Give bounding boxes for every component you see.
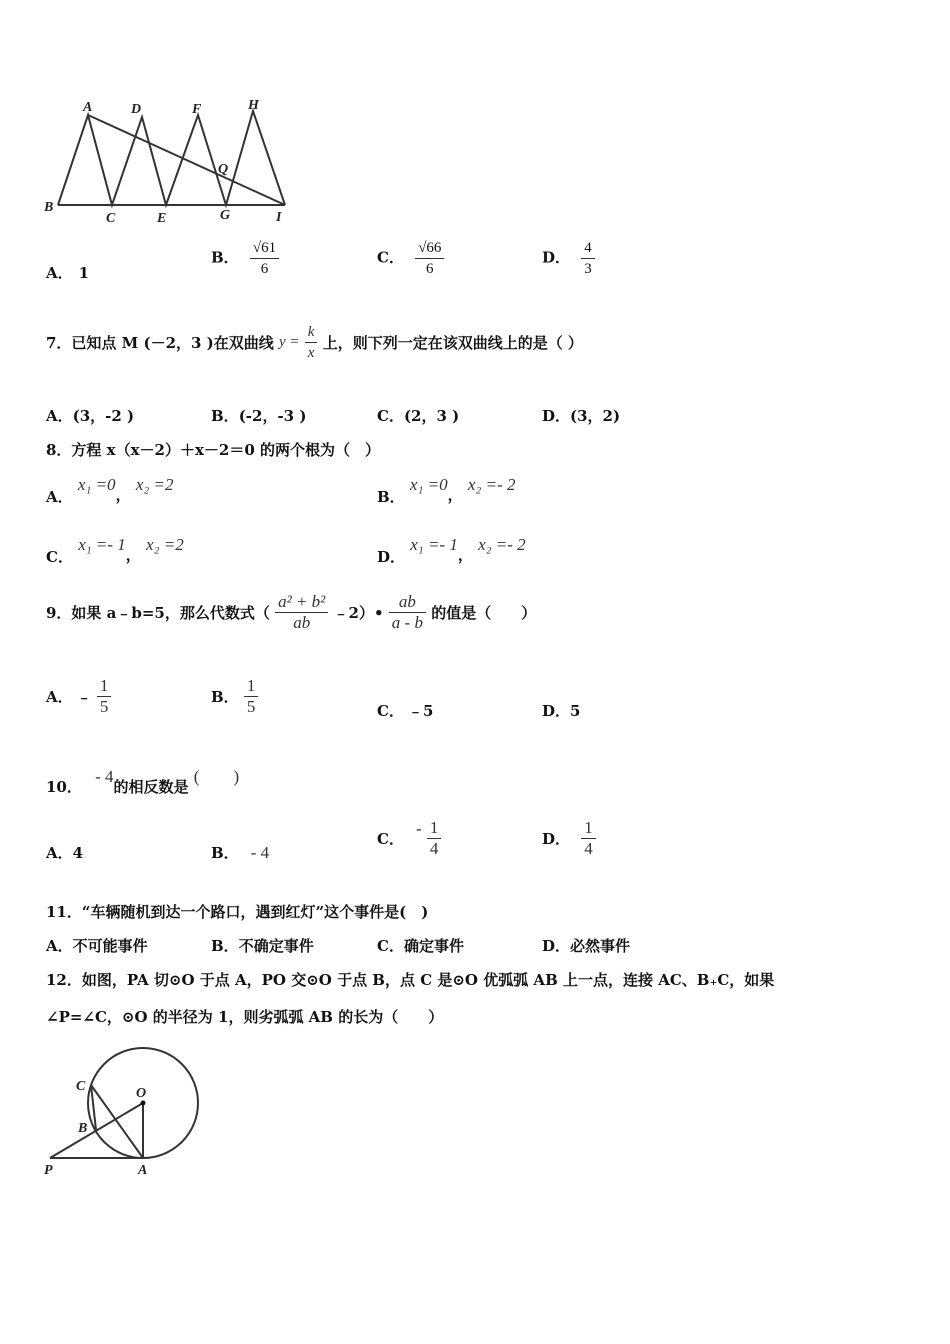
label-F: F <box>192 102 202 117</box>
q7-option-a: A．(3，-2 ) <box>46 407 135 425</box>
q6-option-d: D． $\frac{4}{3}$ <box>542 238 595 279</box>
q11-option-b: B．不确定事件 <box>211 937 314 955</box>
q9-option-d: D．5 <box>542 702 581 720</box>
label-B: B <box>78 1121 88 1136</box>
q8-option-a: A． x₁ =0， x₂ =2 <box>46 475 174 506</box>
q10-option-a: A．4 <box>46 844 84 862</box>
q10-option-d: D． $\frac{1}{4}$ <box>542 818 596 859</box>
q12-line2: ∠P=∠C，⊙O 的半径为 1，则劣弧弧 AB 的长为（ ） <box>46 1008 444 1026</box>
label-B: B <box>44 200 54 215</box>
q12-line1: 12．如图，PA 切⊙O 于点 A，PO 交⊙O 于点 B，点 C 是⊙O 优弧弧 AB 上一点，连接 AC、B₊C，如果 <box>46 971 775 989</box>
q7-option-d: D．(3，2) <box>542 407 621 425</box>
q11-stem: 11．“车辆随机到达一个路口，遇到红灯”这个事件是( ) <box>46 903 429 921</box>
label-C: C <box>76 1079 86 1094</box>
q6-option-b: B． $\frac{√61}{6}$ <box>211 238 279 279</box>
q9-option-b: B． $\frac{1}{5}$ <box>211 676 258 717</box>
figure-triangles <box>40 95 290 225</box>
q11-option-d: D．必然事件 <box>542 937 631 955</box>
q7-stem: 7．已知点 M (－2，3 )在双曲线 y = $\frac{k}{x}$ 上，则下列一定在该双曲线上的是（ ） <box>46 324 583 361</box>
label-H: H <box>248 98 259 113</box>
q9-stem: 9．如果 a﹣b=5，那么代数式（ $\frac{\text{a² + b²}}{ab}$ ﹣2）• $\frac{ab}{a - b}$ 的值是（ ） <box>46 592 537 632</box>
q7-option-c: C．(2，3 ) <box>377 407 460 425</box>
q8-option-d: D． x₁ =- 1， x₂ =- 2 <box>377 535 526 566</box>
q10-stem: 10． - 4的相反数是 ( ) <box>46 767 240 796</box>
q10-option-c: C．- $\frac{1}{4}$ <box>377 818 441 859</box>
q6-option-c: C． $\frac{√66}{6}$ <box>377 238 444 279</box>
label-C: C <box>106 211 116 225</box>
label-Q: Q <box>218 162 229 177</box>
q11-option-a: A．不可能事件 <box>46 937 148 955</box>
label-D: D <box>131 102 142 117</box>
q8-option-c: C． x₁ =- 1， x₂ =2 <box>46 535 184 566</box>
q8-option-b: B． x₁ =0， x₂ =- 2 <box>377 475 516 506</box>
label-P: P <box>44 1163 53 1178</box>
q9-option-c: C． ﹣5 <box>377 702 434 720</box>
q10-option-b: B． - 4 <box>211 843 270 862</box>
q9-option-a: A． ﹣ $\frac{1}{5}$ <box>46 676 111 717</box>
q7-option-b: B．(-2，-3 ) <box>211 407 307 425</box>
q8-stem: 8．方程 x（x－2）＋x－2＝0 的两个根为（ ） <box>46 441 381 459</box>
label-A: A <box>83 100 93 115</box>
label-A: A <box>138 1163 148 1178</box>
label-G: G <box>220 208 231 223</box>
label-O: O <box>136 1086 147 1101</box>
label-E: E <box>157 211 167 225</box>
label-I: I <box>276 210 282 225</box>
figure-circle-tangent <box>40 1040 210 1180</box>
q11-option-c: C．确定事件 <box>377 937 464 955</box>
q6-option-a: A． 1 <box>46 264 90 282</box>
